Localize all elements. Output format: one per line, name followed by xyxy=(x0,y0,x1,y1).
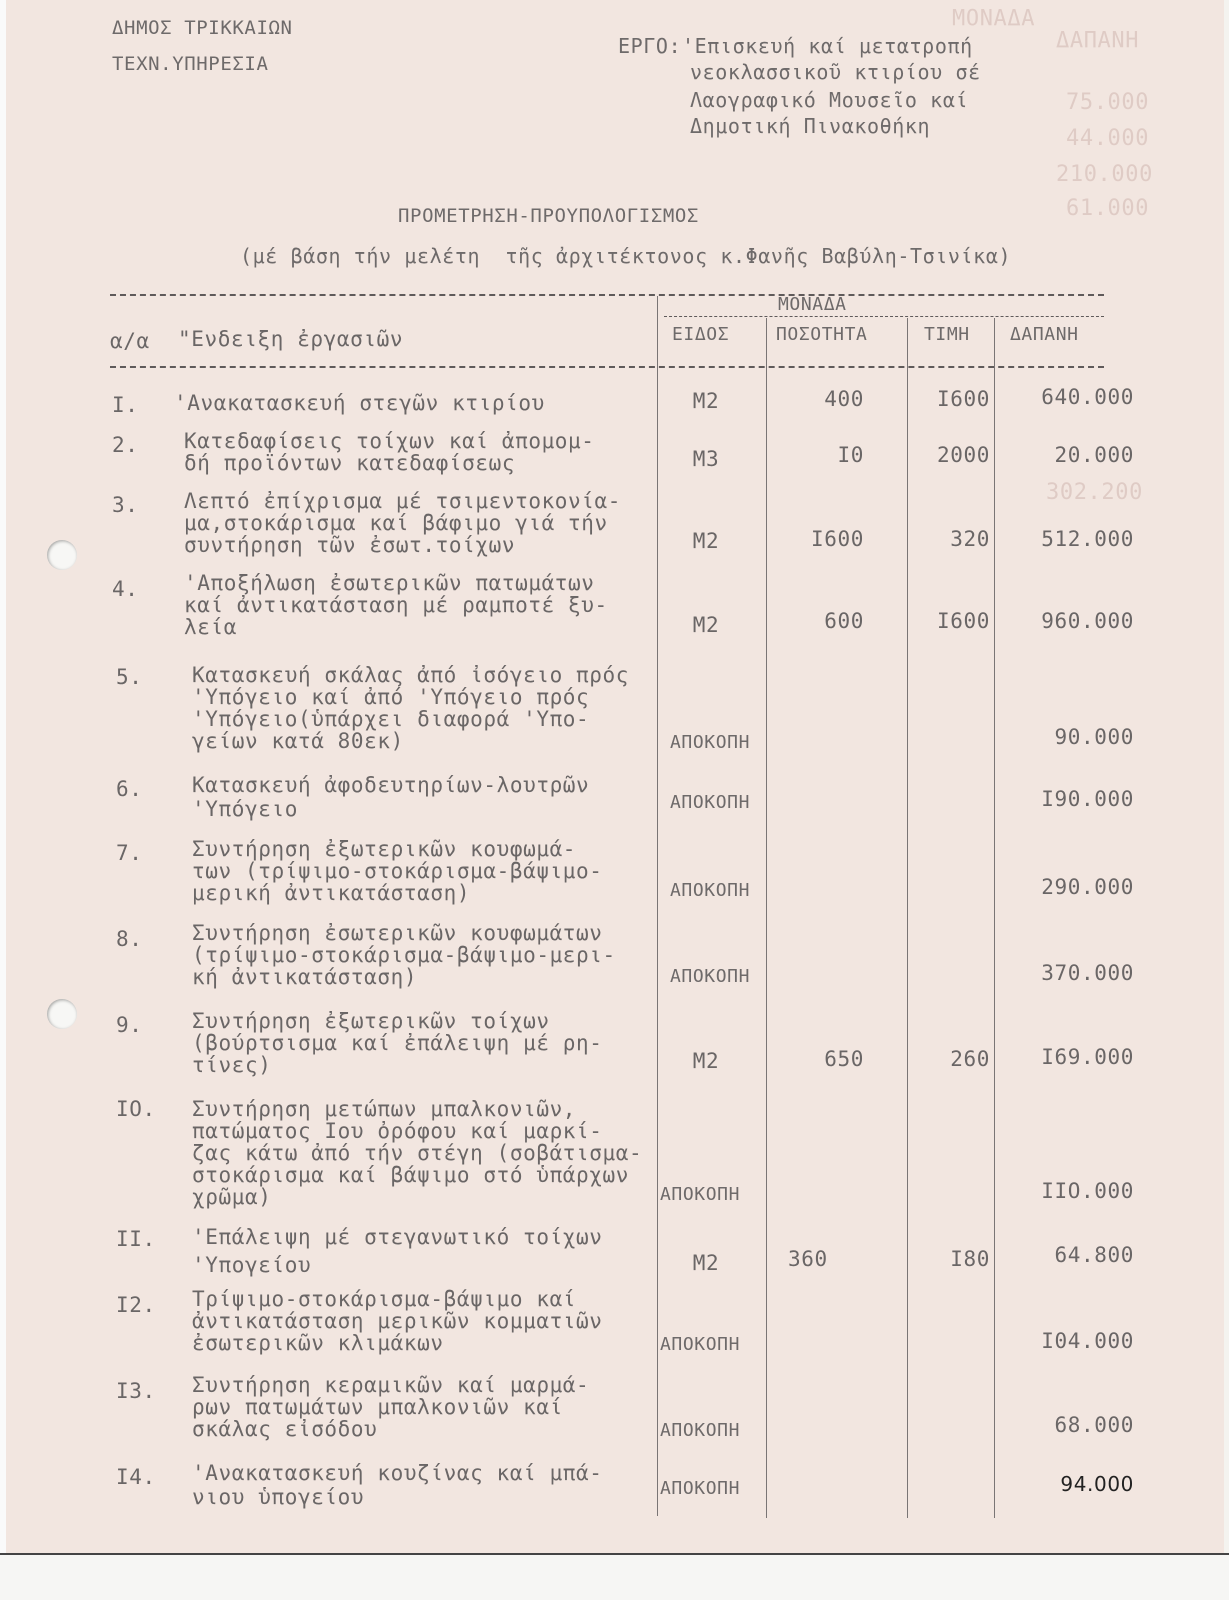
org-department: ΤΕΧΝ.ΥΠΗΡΕΣΙΑ xyxy=(112,53,269,75)
row-description-line: μα,στοκάρισμα καί βάφιμο γιά τήν xyxy=(184,511,608,535)
row-description-line: 'Ανακατασκευή στεγῶν κτιρίου xyxy=(174,391,545,415)
row-number: 8. xyxy=(116,927,143,951)
row-description-line: 'Ανακατασκευή κουζίνας καί μπά- xyxy=(192,1461,603,1485)
row-price: I600 xyxy=(937,387,990,411)
row-description-line: χρῶμα) xyxy=(192,1185,272,1209)
row-description-line: μερική ἀντικατάσταση) xyxy=(192,881,471,905)
row-price: 2000 xyxy=(937,443,990,467)
row-kind: Μ2 xyxy=(692,1251,720,1275)
row-description-line: λεία xyxy=(184,615,237,639)
row-description-line: ζας κάτω ἀπό τήν στέγη (σοβάτισμα- xyxy=(192,1141,643,1165)
row-description-line: ἀντικατάσταση μερικῶν κομματιῶν xyxy=(192,1309,603,1333)
page-bottom-margin xyxy=(0,1553,1229,1600)
row-description-line: (τρίψιμο-στοκάρισμα-βάψιμο-μερι- xyxy=(192,943,616,967)
table-header-rule xyxy=(110,366,1104,368)
row-quantity: I600 xyxy=(811,527,864,551)
row-description-line: Συντήρηση μετώπων μπαλκονιῶν, xyxy=(192,1097,577,1121)
row-description-line: Λεπτό ἐπίχρισμα μέ τσιμεντοκονία- xyxy=(184,489,622,513)
row-description-line: 'Υπόγειο καί ἀπό 'Υπόγειο πρός xyxy=(192,685,590,709)
document-page xyxy=(6,0,1224,1553)
column-header-quantity: ΠΟΣΟΤΗΤΑ xyxy=(776,324,868,345)
unit-group-rule xyxy=(664,316,1104,317)
row-description-line: κή ἀντικατάσταση) xyxy=(192,965,418,989)
row-description-line: ρων πατωμάτων μπαλκονιῶν καί xyxy=(192,1395,563,1419)
row-quantity: 360 xyxy=(788,1247,828,1271)
row-description-line: 'Υπογείου xyxy=(192,1253,312,1277)
column-header-cost: ΔΑΠΑΝΗ xyxy=(1010,324,1079,345)
row-kind: ΑΠΟΚΟΠΗ xyxy=(660,1478,741,1499)
row-description-line: γείων κατά 80εκ) xyxy=(192,729,404,753)
row-description-line: τίνες) xyxy=(192,1053,272,1077)
column-header-aa: α/α xyxy=(110,329,150,353)
row-price: 320 xyxy=(950,527,990,551)
row-number: II. xyxy=(116,1227,156,1251)
row-description-line: νιου ὑπογείου xyxy=(192,1485,365,1509)
ghost-text: 61.000 xyxy=(1066,196,1150,221)
column-header-description: "Ενδειξη ἐργασιῶν xyxy=(178,327,404,351)
punch-hole xyxy=(47,999,77,1029)
row-kind: ΑΠΟΚΟΠΗ xyxy=(660,1184,741,1205)
row-cost: 20.000 xyxy=(1054,443,1134,467)
row-cost: 960.000 xyxy=(1041,609,1134,633)
row-description-line: Κατασκευή ἀφοδευτηρίων-λουτρῶν xyxy=(192,773,590,797)
project-line: Λαογραφικό Μουσεῖο καί xyxy=(690,88,969,112)
ghost-text: 302.200 xyxy=(1046,480,1143,505)
column-group-unit: ΜΟΝΑΔΑ xyxy=(778,294,847,315)
row-cost: IIO.000 xyxy=(1041,1179,1134,1203)
row-description-line: Συντήρηση ἐσωτερικῶν κουφωμάτων xyxy=(192,921,603,945)
ghost-text: 210.000 xyxy=(1056,162,1153,187)
row-cost: 94.000 xyxy=(1060,1472,1134,1496)
row-kind: ΑΠΟΚΟΠΗ xyxy=(670,966,751,987)
row-description-line: Συντήρηση κεραμικῶν καί μαρμά- xyxy=(192,1373,590,1397)
column-divider xyxy=(907,318,908,1518)
row-description-line: στοκάρισμα καί βάψιμο στό ὑπάρχων xyxy=(192,1163,630,1187)
row-kind: Μ2 xyxy=(692,529,720,553)
row-cost: I90.000 xyxy=(1041,787,1134,811)
row-description-line: 'Υπόγειο(ὑπάρχει διαφορά 'Υπο- xyxy=(192,707,590,731)
ghost-text: ΜΟΝΑΔΑ xyxy=(952,6,1036,31)
row-number: 4. xyxy=(112,577,139,601)
row-cost: 64.800 xyxy=(1054,1243,1134,1267)
ghost-text: 44.000 xyxy=(1066,126,1150,151)
row-description-line: καί ἀντικατάσταση μέ ραμποτέ ξυ- xyxy=(184,593,608,617)
project-line: 'Επισκευή καί μετατροπή xyxy=(682,34,973,58)
row-number: 2. xyxy=(112,433,139,457)
column-divider xyxy=(994,318,995,1518)
row-description-line: δή προϊόντων κατεδαφίσεως xyxy=(184,451,516,475)
project-line: νεοκλασσικοῦ κτιρίου σέ xyxy=(690,60,981,84)
row-cost: 640.000 xyxy=(1041,385,1134,409)
row-kind: ΑΠΟΚΟΠΗ xyxy=(660,1334,741,1355)
row-number: 9. xyxy=(116,1013,143,1037)
row-description-line: 'Αποξήλωση ἐσωτερικῶν πατωμάτων xyxy=(184,571,595,595)
document-title: ΠΡΟΜΕΤΡΗΣΗ-ΠΡΟΥΠΟΛΟΓΙΣΜΟΣ xyxy=(398,205,699,227)
row-description-line: 'Επάλειψη μέ στεγανωτικό τοίχων xyxy=(192,1225,603,1249)
row-kind: ΑΠΟΚΟΠΗ xyxy=(670,880,751,901)
row-quantity: 650 xyxy=(824,1047,864,1071)
row-description-line: Συντήρηση ἐξωτερικῶν τοίχων xyxy=(192,1009,550,1033)
row-kind: Μ2 xyxy=(692,1049,720,1073)
row-description-line: (βούρτσισμα καί ἐπάλειψη μέ ρη- xyxy=(192,1031,603,1055)
row-quantity: Ι0 xyxy=(837,443,864,467)
table-top-rule xyxy=(110,294,1104,296)
row-cost: 90.000 xyxy=(1054,725,1134,749)
row-cost: I04.000 xyxy=(1041,1329,1134,1353)
row-kind: ΑΠΟΚΟΠΗ xyxy=(660,1420,741,1441)
row-description-line: Τρίψιμο-στοκάρισμα-βάψιμο καί xyxy=(192,1287,577,1311)
row-number: IO. xyxy=(116,1097,156,1121)
row-price: 260 xyxy=(950,1047,990,1071)
row-number: I. xyxy=(112,393,139,417)
row-number: I3. xyxy=(116,1379,156,1403)
row-number: 5. xyxy=(116,665,143,689)
row-quantity: 400 xyxy=(824,387,864,411)
row-cost: I69.000 xyxy=(1041,1045,1134,1069)
row-description-line: συντήρηση τῶν ἐσωτ.τοίχων xyxy=(184,533,516,557)
column-header-price: ΤΙΜΗ xyxy=(924,324,970,345)
row-description-line: σκάλας εἰσόδου xyxy=(192,1417,378,1441)
row-number: 6. xyxy=(116,777,143,801)
row-price: I600 xyxy=(937,609,990,633)
row-kind: Μ2 xyxy=(692,389,720,413)
column-divider xyxy=(657,296,658,1516)
row-number: I4. xyxy=(116,1465,156,1489)
column-divider xyxy=(766,318,767,1518)
document-subtitle: (μέ βάση τήν μελέτη τῆς ἀρχιτέκτονος κ.Φανῆς Βαβύλη-Τσινίκα) xyxy=(240,244,1012,268)
row-cost: 512.000 xyxy=(1041,527,1134,551)
punch-hole xyxy=(47,540,77,570)
row-description-line: πατώματος Ιου ὀρόφου καί μαρκί- xyxy=(192,1119,603,1143)
row-number: 3. xyxy=(112,493,139,517)
row-kind: ΑΠΟΚΟΠΗ xyxy=(670,792,751,813)
row-description-line: των (τρίψιμο-στοκάρισμα-βάψιμο- xyxy=(192,859,603,883)
row-cost: 370.000 xyxy=(1041,961,1134,985)
row-kind: ΑΠΟΚΟΠΗ xyxy=(670,732,751,753)
row-description-line: Συντήρηση ἐξωτερικῶν κουφωμά- xyxy=(192,837,577,861)
row-kind: Μ2 xyxy=(692,613,720,637)
ghost-text: ΔΑΠΑΝΗ xyxy=(1056,28,1140,53)
row-description-line: 'Υπόγειο xyxy=(192,797,298,821)
project-label: ΕΡΓΟ: xyxy=(618,34,682,58)
row-quantity: 600 xyxy=(824,609,864,633)
row-description-line: Κατασκευή σκάλας ἀπό ἰσόγειο πρός xyxy=(192,663,630,687)
row-description-line: Κατεδαφίσεις τοίχων καί ἀπομομ- xyxy=(184,429,595,453)
project-line: Δημοτική Πινακοθήκη xyxy=(690,114,931,138)
row-number: I2. xyxy=(116,1293,156,1317)
row-kind: Μ3 xyxy=(692,447,720,471)
row-price: I80 xyxy=(950,1247,990,1271)
column-header-kind: ΕΙΔΟΣ xyxy=(672,324,730,345)
org-name: ΔΗΜΟΣ ΤΡΙΚΚΑΙΩΝ xyxy=(112,17,293,39)
ghost-text: 75.000 xyxy=(1066,90,1150,115)
row-number: 7. xyxy=(116,841,143,865)
row-cost: 68.000 xyxy=(1054,1413,1134,1437)
row-description-line: ἐσωτερικῶν κλιμάκων xyxy=(192,1331,444,1355)
row-cost: 290.000 xyxy=(1041,875,1134,899)
